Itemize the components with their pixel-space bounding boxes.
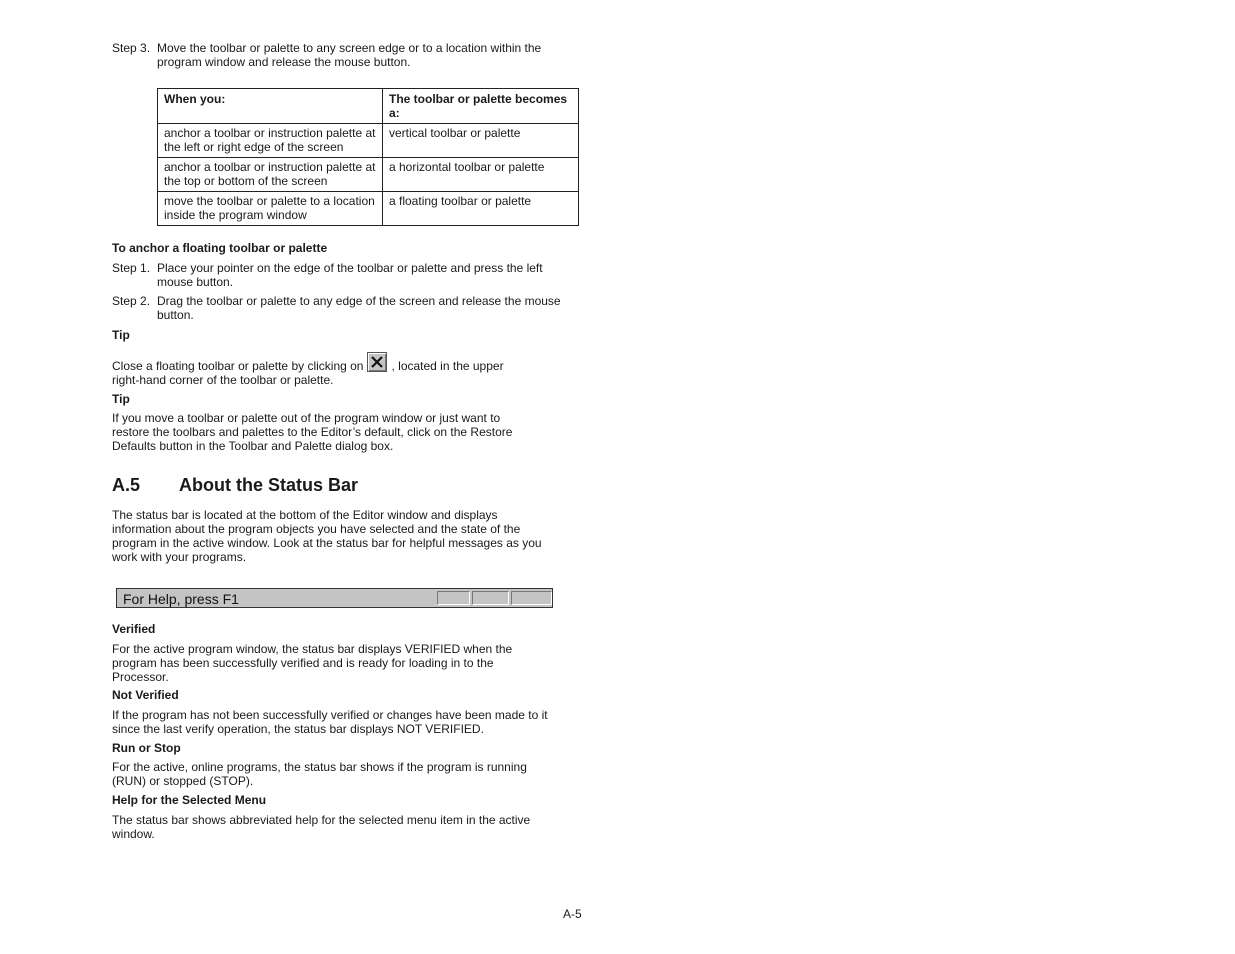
step-1 (112, 261, 572, 289)
toolbar-behavior-table (157, 88, 579, 226)
close-icon (367, 352, 387, 372)
section-title: About the Status Bar (179, 475, 359, 495)
step-text: Drag the toolbar or palette to any edge of the screen and release the mouse button. (157, 294, 561, 322)
tip-1-line1 (112, 352, 567, 375)
step-label: Step 3. (112, 41, 151, 55)
page-number: A-5 (563, 907, 582, 921)
table-row (158, 124, 579, 158)
table-row (158, 158, 579, 192)
status-pane (511, 591, 552, 605)
table-row (158, 192, 579, 226)
status-bar-text: For Help, press F1 (123, 591, 239, 607)
step-2 (112, 294, 572, 322)
help-menu-text: The status bar shows abbreviated help for the selected menu item in the active window. (112, 813, 531, 841)
table-cell: anchor a toolbar or instruction palette at the left or right edge of the screen (158, 124, 383, 158)
tip-heading: Tip (112, 392, 130, 406)
step-label: Step 2. (112, 294, 151, 308)
status-pane (472, 591, 509, 605)
section-heading (112, 474, 358, 496)
not-verified-text: If the program has not been successfully verified or changes have been made to it since the last verify operation, the status bar displays NOT VERIFIED. (112, 708, 548, 736)
table-cell: a horizontal toolbar or palette (383, 158, 579, 192)
step-label: Step 1. (112, 261, 151, 275)
table-header-when: When you: (158, 89, 383, 124)
section-number: A.5 (112, 475, 141, 495)
run-stop-text: For the active, online programs, the status bar shows if the program is running (RUN) or stopped (STOP). (112, 760, 527, 788)
tip-1-text-before: Close a floating toolbar or palette by clicking on (112, 359, 364, 373)
table-cell: vertical toolbar or palette (383, 124, 579, 158)
step-3 (112, 41, 572, 69)
section-intro: The status bar is located at the bottom of the Editor window and displays information about the program objects you have selected and the state of the program in the active window. Look at the status bar for helpful messages as you work with your programs. (112, 508, 542, 564)
table-cell: anchor a toolbar or instruction palette at the top or bottom of the screen (158, 158, 383, 192)
status-bar-illustration (116, 588, 553, 608)
anchor-heading: To anchor a floating toolbar or palette (112, 241, 328, 255)
tip-2-text: If you move a toolbar or palette out of the program window or just want to restore the toolbars and palettes to the Editor’s default, click on the Restore Defaults button in the Toolbar and Palette dialog box. (112, 411, 513, 453)
status-pane (437, 591, 470, 605)
table-cell: move the toolbar or palette to a location inside the program window (158, 192, 383, 226)
table-header-row (158, 89, 579, 124)
verified-heading: Verified (112, 622, 156, 636)
step-text: Move the toolbar or palette to any screen edge or to a location within the program window and release the mouse button. (157, 41, 542, 69)
tip-1-text-after: , located in the upper (391, 359, 504, 373)
tip-1-line2: right-hand corner of the toolbar or palette. (112, 373, 334, 387)
verified-text: For the active program window, the status bar displays VERIFIED when the program has been successfully verified and is ready for loading in to the Processor. (112, 642, 513, 684)
table-header-becomes: The toolbar or palette becomes a: (383, 89, 579, 124)
table-cell: a floating toolbar or palette (383, 192, 579, 226)
run-stop-heading: Run or Stop (112, 741, 181, 755)
tip-heading: Tip (112, 328, 130, 342)
help-menu-heading: Help for the Selected Menu (112, 793, 267, 807)
not-verified-heading: Not Verified (112, 688, 179, 702)
step-text: Place your pointer on the edge of the toolbar or palette and press the left mouse button. (157, 261, 543, 289)
